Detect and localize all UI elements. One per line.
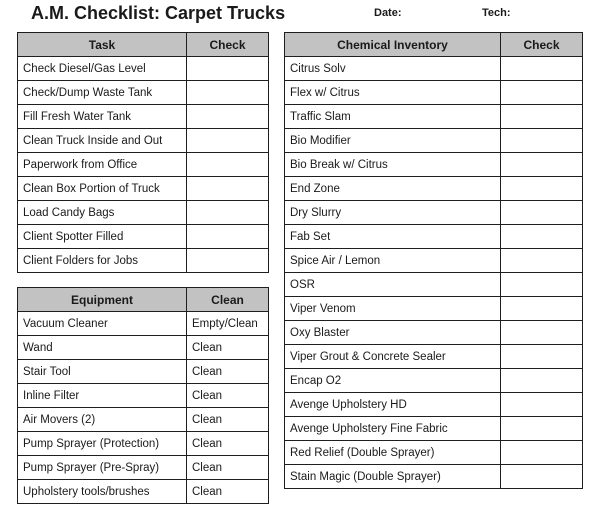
equipment-cell: Wand [18,336,187,360]
column-header-clean: Clean [187,288,269,312]
table-row [18,225,269,249]
chemical-cell: Flex w/ Citrus [285,81,501,105]
table-row [18,129,269,153]
clean-status-cell[interactable]: Clean [187,480,269,504]
table-row [18,105,269,129]
check-cell[interactable] [501,297,583,321]
column-header-equipment: Equipment [18,288,187,312]
chemical-cell: Bio Modifier [285,129,501,153]
task-cell: Load Candy Bags [18,201,187,225]
check-cell[interactable] [187,153,269,177]
check-cell[interactable] [501,321,583,345]
task-cell: Clean Truck Inside and Out [18,129,187,153]
check-cell[interactable] [501,177,583,201]
equipment-cell: Pump Sprayer (Pre-Spray) [18,456,187,480]
check-cell[interactable] [187,177,269,201]
table-row [285,321,583,345]
check-cell[interactable] [501,273,583,297]
clean-status-cell[interactable]: Empty/Clean [187,312,269,336]
tasks-table [17,32,269,273]
clean-status-cell[interactable]: Clean [187,408,269,432]
check-cell[interactable] [187,81,269,105]
table-row [18,408,269,432]
table-row [285,441,583,465]
table-row [285,105,583,129]
chemical-cell: Viper Venom [285,297,501,321]
table-row [18,384,269,408]
task-cell: Clean Box Portion of Truck [18,177,187,201]
table-header-row [18,33,269,57]
table-row [285,177,583,201]
table-row [18,201,269,225]
table-row [285,129,583,153]
column-header-task: Task [18,33,187,57]
task-cell: Paperwork from Office [18,153,187,177]
table-row [285,393,583,417]
table-row [285,369,583,393]
equipment-cell: Stair Tool [18,360,187,384]
table-row [285,225,583,249]
tech-label: Tech: [482,7,511,19]
check-cell[interactable] [501,441,583,465]
date-label: Date: [374,7,402,19]
table-row [285,249,583,273]
chemical-cell: Stain Magic (Double Sprayer) [285,465,501,489]
chemical-cell: Bio Break w/ Citrus [285,153,501,177]
table-row [18,336,269,360]
chemical-cell: Citrus Solv [285,57,501,81]
check-cell[interactable] [187,201,269,225]
task-cell: Client Spotter Filled [18,225,187,249]
table-row [18,153,269,177]
chemical-cell: Avenge Upholstery HD [285,393,501,417]
table-row [285,57,583,81]
clean-status-cell[interactable]: Clean [187,456,269,480]
check-cell[interactable] [501,153,583,177]
table-row [18,312,269,336]
chemical-inventory-table [284,32,583,489]
table-row [285,201,583,225]
check-cell[interactable] [187,57,269,81]
check-cell[interactable] [501,345,583,369]
task-cell: Check Diesel/Gas Level [18,57,187,81]
check-cell[interactable] [501,417,583,441]
chemical-cell: Oxy Blaster [285,321,501,345]
check-cell[interactable] [187,249,269,273]
check-cell[interactable] [501,201,583,225]
table-row [18,432,269,456]
table-row [18,456,269,480]
table-row [285,465,583,489]
table-row [18,57,269,81]
chemical-cell: Red Relief (Double Sprayer) [285,441,501,465]
check-cell[interactable] [501,465,583,489]
table-row [285,81,583,105]
check-cell[interactable] [501,57,583,81]
chemical-cell: Fab Set [285,225,501,249]
chemical-cell: Encap O2 [285,369,501,393]
clean-status-cell[interactable]: Clean [187,336,269,360]
equipment-cell: Pump Sprayer (Protection) [18,432,187,456]
check-cell[interactable] [187,129,269,153]
column-header-check: Check [187,33,269,57]
table-header-row [285,33,583,57]
table-row [18,81,269,105]
chemical-cell: End Zone [285,177,501,201]
equipment-cell: Upholstery tools/brushes [18,480,187,504]
column-header-check: Check [501,33,583,57]
task-cell: Client Folders for Jobs [18,249,187,273]
check-cell[interactable] [501,369,583,393]
clean-status-cell[interactable]: Clean [187,360,269,384]
chemical-cell: Spice Air / Lemon [285,249,501,273]
column-header-chemical: Chemical Inventory [285,33,501,57]
check-cell[interactable] [501,81,583,105]
equipment-cell: Vacuum Cleaner [18,312,187,336]
check-cell[interactable] [187,225,269,249]
chemical-cell: Dry Slurry [285,201,501,225]
task-cell: Fill Fresh Water Tank [18,105,187,129]
chemical-cell: OSR [285,273,501,297]
table-row [18,480,269,504]
table-row [285,153,583,177]
check-cell[interactable] [501,105,583,129]
equipment-cell: Air Movers (2) [18,408,187,432]
table-row [18,249,269,273]
table-row [18,360,269,384]
table-row [285,417,583,441]
check-cell[interactable] [501,225,583,249]
table-header-row [18,288,269,312]
table-row [285,297,583,321]
check-cell[interactable] [501,129,583,153]
equipment-table [17,287,269,504]
equipment-cell: Inline Filter [18,384,187,408]
clean-status-cell[interactable]: Clean [187,384,269,408]
chemical-cell: Traffic Slam [285,105,501,129]
clean-status-cell[interactable]: Clean [187,432,269,456]
table-row [285,273,583,297]
check-cell[interactable] [187,105,269,129]
task-cell: Check/Dump Waste Tank [18,81,187,105]
chemical-cell: Avenge Upholstery Fine Fabric [285,417,501,441]
check-cell[interactable] [501,393,583,417]
chemical-cell: Viper Grout & Concrete Sealer [285,345,501,369]
table-row [18,177,269,201]
table-row [285,345,583,369]
check-cell[interactable] [501,249,583,273]
page-title: A.M. Checklist: Carpet Trucks [31,3,286,23]
